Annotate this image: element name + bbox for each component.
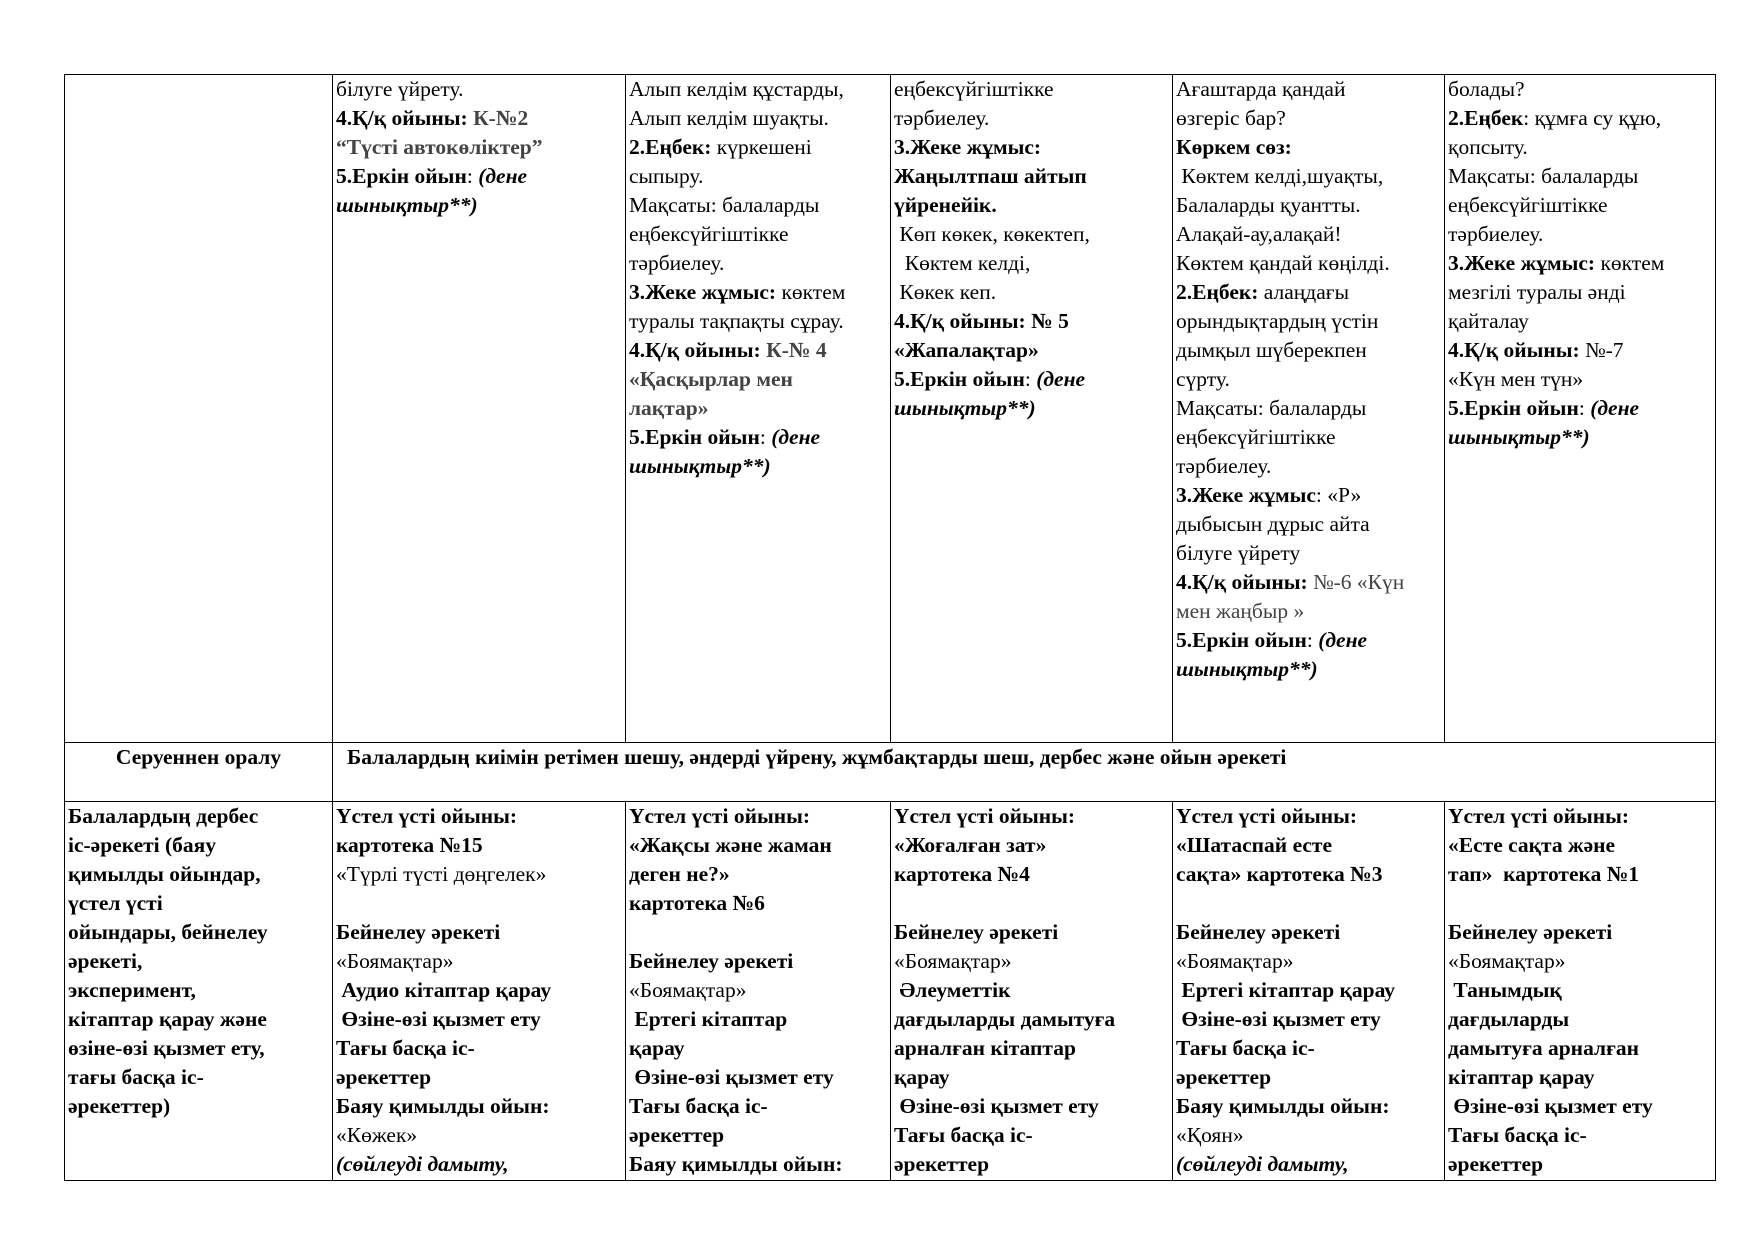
cell-line-bold: 5.Еркін ойын bbox=[894, 367, 1025, 391]
cell-line: : bbox=[759, 425, 772, 449]
cell-line-bold: дағдыларды дамытуға bbox=[894, 1007, 1116, 1031]
cell-line: «Көжек» bbox=[336, 1123, 418, 1147]
cell-line: өзгеріс бар? bbox=[1176, 106, 1286, 130]
cell-line: еңбексүйгіштікке bbox=[629, 222, 789, 246]
label-line: Балалардың дербес bbox=[68, 804, 259, 828]
cell-line-bold: “Түсті автокөліктер” bbox=[336, 135, 543, 159]
cell-line-bold: «Қасқырлар мен bbox=[629, 367, 793, 391]
cell-line-bold: әрекеттер bbox=[894, 1152, 990, 1176]
cell-line-italic: (дене bbox=[1318, 628, 1368, 652]
cell-line-bold: 4.Қ/қ ойыны: bbox=[1448, 338, 1586, 362]
cell-line-bold: картотека №6 bbox=[629, 891, 765, 915]
cell-line-bold: «Шатаспай есте bbox=[1176, 833, 1333, 857]
cell-line: Көктем келді, bbox=[894, 251, 1031, 275]
cell-line-bold: Баяу қимылды ойын: bbox=[1176, 1094, 1390, 1118]
cell-line-italic: (дене bbox=[771, 425, 821, 449]
cell-blank-line bbox=[1448, 889, 1712, 918]
cell-line: «Боямақтар» bbox=[894, 949, 1012, 973]
cell-line-bold: 5.Еркін ойын bbox=[629, 425, 760, 449]
cell-line-bold: Танымдық bbox=[1448, 978, 1562, 1002]
cell-line-italic: шынықтыр**) bbox=[1176, 657, 1318, 681]
cell-line-bold: 3.Жеке жұмыс bbox=[1176, 483, 1316, 507]
cell-line-bold: дамытуға арналған bbox=[1448, 1036, 1639, 1060]
cell-line: тәрбиелеу. bbox=[629, 251, 725, 275]
cell-line-italic: (сөйлеуді дамыту, bbox=[336, 1152, 509, 1176]
cell-line-bold: арналған кітаптар bbox=[894, 1036, 1076, 1060]
cell-line-bold: картотека №4 bbox=[894, 862, 1030, 886]
cell-line: : bbox=[1306, 628, 1319, 652]
cell-line: білуге үйрету bbox=[1176, 541, 1301, 565]
activity-cell-4 bbox=[1173, 802, 1445, 1181]
cell-line: болады? bbox=[1448, 77, 1525, 101]
cell-line-bold: 2.Еңбек bbox=[1448, 106, 1524, 130]
cell-line-bold: Үстел үсті ойыны: bbox=[1448, 804, 1630, 828]
cell-line-bold: қарау bbox=[629, 1036, 685, 1060]
cell-line: «Қоян» bbox=[1176, 1123, 1244, 1147]
cell-line: сүрту. bbox=[1176, 367, 1230, 391]
cell-line: еңбексүйгіштікке bbox=[1448, 193, 1608, 217]
cell-line-bold: К-№2 bbox=[473, 106, 529, 130]
cell-line-bold: 4.Қ/қ ойыны: bbox=[629, 338, 767, 362]
cell-line-bold: лақтар» bbox=[629, 396, 709, 420]
cell-line-bold: Өзіне-өзі қызмет ету bbox=[1448, 1094, 1653, 1118]
cell-line-bold: кітаптар қарау bbox=[1448, 1065, 1595, 1089]
cell-blank-line bbox=[629, 918, 887, 947]
cell-line: көктем bbox=[781, 280, 846, 304]
cell-line-bold: Бейнелеу әрекеті bbox=[894, 920, 1059, 944]
cell-line: алаңдағы bbox=[1263, 280, 1350, 304]
cell-line: қайталау bbox=[1448, 309, 1529, 333]
cell-line-bold: 5.Еркін ойын bbox=[1448, 396, 1579, 420]
day-cell-5 bbox=[1445, 75, 1716, 743]
cell-line: : bbox=[466, 164, 479, 188]
day-cell-1 bbox=[333, 75, 626, 743]
row-label-independent-activity bbox=[65, 802, 333, 1181]
cell-line-bold: 4.Қ/қ ойыны: bbox=[336, 106, 474, 130]
cell-line: Көктем қандай көңілді. bbox=[1176, 251, 1390, 275]
cell-line: «Боямақтар» bbox=[336, 949, 454, 973]
cell-line-bold: Тағы басқа іс- bbox=[894, 1123, 1033, 1147]
cell-line: Мақсаты: балаларды bbox=[1176, 396, 1367, 420]
cell-line-bold: 2.Еңбек: bbox=[1176, 280, 1264, 304]
cell-line: Балаларды қуантты. bbox=[1176, 193, 1361, 217]
label-line: іс-әрекеті (баяу bbox=[68, 833, 217, 857]
cell-line: №-7 bbox=[1585, 338, 1624, 362]
activity-cell-2 bbox=[626, 802, 891, 1181]
cell-line: туралы тақпақты сұрау. bbox=[629, 309, 844, 333]
cell-line-bold: Ертегі кітаптар қарау bbox=[1176, 978, 1396, 1002]
cell-line-bold: әрекеттер bbox=[1448, 1152, 1544, 1176]
cell-line-italic: (дене bbox=[1036, 367, 1086, 391]
day-cell-3 bbox=[891, 75, 1173, 743]
cell-line: : bbox=[1024, 367, 1037, 391]
cell-line-bold: сақта» картотека №3 bbox=[1176, 862, 1383, 886]
cell-line: күркешені bbox=[716, 135, 812, 159]
cell-line: орындықтардың үстін bbox=[1176, 309, 1379, 333]
cell-line: көктем bbox=[1600, 251, 1665, 275]
cell-line-bold: Тағы басқа іс- bbox=[1448, 1123, 1587, 1147]
cell-blank-line bbox=[1176, 889, 1441, 918]
weekly-plan-table bbox=[64, 74, 1716, 1181]
cell-line: тәрбиелеу. bbox=[1176, 454, 1272, 478]
cell-line-bold: әрекеттер bbox=[1176, 1065, 1272, 1089]
cell-line-bold: Өзіне-өзі қызмет ету bbox=[629, 1065, 834, 1089]
cell-line-bold: деген не?» bbox=[629, 862, 730, 886]
cell-line-bold: картотека №15 bbox=[336, 833, 483, 857]
cell-line-bold: Тағы басқа іс- bbox=[336, 1036, 475, 1060]
table-row-independent-activity bbox=[65, 802, 1716, 1181]
cell-line-bold: Баяу қимылды ойын: bbox=[336, 1094, 550, 1118]
label-line: үстел үсті bbox=[68, 891, 163, 915]
activity-cell-3 bbox=[891, 802, 1173, 1181]
cell-line-bold: Үстел үсті ойыны: bbox=[1176, 804, 1358, 828]
cell-line: мезгілі туралы әнді bbox=[1448, 280, 1626, 304]
cell-line-italic: шынықтыр**) bbox=[894, 396, 1036, 420]
cell-line-bold: 3.Жеке жұмыс: bbox=[1448, 251, 1601, 275]
cell-line: Алақай-ау,алақай! bbox=[1176, 222, 1342, 246]
cell-line-bold: дағдыларды bbox=[1448, 1007, 1570, 1031]
cell-line-bold: әрекеттер bbox=[336, 1065, 432, 1089]
cell-line: мен жаңбыр » bbox=[1176, 599, 1305, 623]
cell-line-bold: 5.Еркін ойын bbox=[336, 164, 467, 188]
cell-line: тәрбиелеу. bbox=[1448, 222, 1544, 246]
cell-line-bold: үйренейік. bbox=[894, 193, 997, 217]
cell-line: «Боямақтар» bbox=[1176, 949, 1294, 973]
cell-line: Мақсаты: балаларды bbox=[629, 193, 820, 217]
cell-line-bold: қарау bbox=[894, 1065, 950, 1089]
cell-line-bold: Аудио кітаптар қарау bbox=[336, 978, 552, 1002]
cell-line-bold: «Жақсы және жаман bbox=[629, 833, 832, 857]
cell-line-bold: Бейнелеу әрекеті bbox=[336, 920, 501, 944]
cell-line: еңбексүйгіштікке bbox=[894, 77, 1054, 101]
cell-line-bold: Өзіне-өзі қызмет ету bbox=[336, 1007, 541, 1031]
cell-line-bold: 3.Жеке жұмыс: bbox=[629, 280, 782, 304]
cell-line: «Боямақтар» bbox=[629, 978, 747, 1002]
cell-blank-line bbox=[336, 889, 622, 918]
cell-line-bold: 2.Еңбек: bbox=[629, 135, 717, 159]
label-line: өзіне-өзі қызмет ету, bbox=[68, 1036, 265, 1060]
day-cell-2 bbox=[626, 75, 891, 743]
label-line: кітаптар қарау және bbox=[68, 1007, 267, 1031]
cell-line-italic: (сөйлеуді дамыту, bbox=[1176, 1152, 1349, 1176]
activity-cell-1 bbox=[333, 802, 626, 1181]
cell-line: «Түрлі түсті дөңгелек» bbox=[336, 862, 547, 886]
cell-line-bold: 4.Қ/қ ойыны: bbox=[1176, 570, 1314, 594]
day-cell-4 bbox=[1173, 75, 1445, 743]
cell-line-bold: Жаңылтпаш айтып bbox=[894, 164, 1087, 188]
label-line: тағы басқа іс- bbox=[68, 1065, 204, 1089]
cell-line: тәрбиелеу. bbox=[894, 106, 990, 130]
activity-cell-5 bbox=[1445, 802, 1716, 1181]
row-label-cell bbox=[65, 75, 333, 743]
cell-line: Көкек кеп. bbox=[894, 280, 997, 304]
cell-line-bold: 5.Еркін ойын bbox=[1176, 628, 1307, 652]
cell-line-bold: Тағы басқа іс- bbox=[629, 1094, 768, 1118]
cell-line: қопсыту. bbox=[1448, 135, 1528, 159]
cell-blank-line bbox=[894, 889, 1169, 918]
label-line: эксперимент, bbox=[68, 978, 196, 1002]
cell-line-bold: К-№ 4 bbox=[766, 338, 827, 362]
cell-line-bold: тап» картотека №1 bbox=[1448, 862, 1640, 886]
cell-line-bold: «Жоғалған зат» bbox=[894, 833, 1047, 857]
row-return-description: Балалардың киімін ретімен шешу, әндерді үйрену, жұмбақтарды шеш, дербес және ойын әрекеті bbox=[333, 743, 1716, 802]
cell-line: «Күн мен түн» bbox=[1448, 367, 1584, 391]
cell-line-bold: Үстел үсті ойыны: bbox=[894, 804, 1076, 828]
cell-line-italic: шынықтыр**) bbox=[629, 454, 771, 478]
cell-line: : «Р» bbox=[1315, 483, 1362, 507]
label-line: әрекеті, bbox=[68, 949, 143, 973]
cell-line: Алып келдім шуақты. bbox=[629, 106, 829, 130]
cell-line-bold: «Жапалақтар» bbox=[894, 338, 1039, 362]
cell-line-italic: (дене bbox=[478, 164, 528, 188]
cell-line-bold: 3.Жеке жұмыс: bbox=[894, 135, 1042, 159]
cell-line: дыбысын дұрыс айта bbox=[1176, 512, 1370, 536]
cell-line-bold: Үстел үсті ойыны: bbox=[336, 804, 518, 828]
cell-line: №-6 «Күн bbox=[1313, 570, 1405, 594]
cell-line-bold: Бейнелеу әрекеті bbox=[1448, 920, 1613, 944]
row-label-return: Серуеннен оралу bbox=[65, 743, 333, 802]
label-line: қимылды ойындар, bbox=[68, 862, 261, 886]
cell-line-italic: шынықтыр**) bbox=[1448, 425, 1590, 449]
cell-line: сыпыру. bbox=[629, 164, 704, 188]
cell-line-bold: Әлеуметтік bbox=[894, 978, 1011, 1002]
table-row-walk-activities bbox=[65, 75, 1716, 743]
cell-line: дымқыл шүберекпен bbox=[1176, 338, 1367, 362]
cell-line: : bbox=[1578, 396, 1591, 420]
cell-line: Алып келдім құстарды, bbox=[629, 77, 844, 101]
label-line: әрекеттер) bbox=[68, 1094, 171, 1118]
cell-line-italic: (дене bbox=[1590, 396, 1640, 420]
cell-line-bold: Көркем сөз: bbox=[1176, 135, 1292, 159]
cell-line: білуге үйрету. bbox=[336, 77, 464, 101]
cell-line-bold: 4.Қ/қ ойыны: № 5 bbox=[894, 309, 1069, 333]
cell-line-bold: Баяу қимылды ойын: bbox=[629, 1152, 843, 1176]
label-line: ойындары, бейнелеу bbox=[68, 920, 268, 944]
cell-line: : құмға су құю, bbox=[1523, 106, 1662, 130]
cell-line-bold: Бейнелеу әрекеті bbox=[629, 949, 794, 973]
cell-line: «Боямақтар» bbox=[1448, 949, 1566, 973]
cell-line-bold: Бейнелеу әрекеті bbox=[1176, 920, 1341, 944]
cell-line-bold: Тағы басқа іс- bbox=[1176, 1036, 1315, 1060]
cell-line-bold: «Есте сақта және bbox=[1448, 833, 1616, 857]
cell-line-bold: Өзіне-өзі қызмет ету bbox=[1176, 1007, 1381, 1031]
cell-line: Көп көкек, көкектеп, bbox=[894, 222, 1090, 246]
cell-line-italic: шынықтыр**) bbox=[336, 193, 478, 217]
cell-line: Мақсаты: балаларды bbox=[1448, 164, 1639, 188]
cell-line-bold: әрекеттер bbox=[629, 1123, 725, 1147]
table-row-return-from-walk bbox=[65, 743, 1716, 802]
cell-line: Көктем келді,шуақты, bbox=[1176, 164, 1384, 188]
cell-line-bold: Өзіне-өзі қызмет ету bbox=[894, 1094, 1099, 1118]
cell-line: еңбексүйгіштікке bbox=[1176, 425, 1336, 449]
cell-line-bold: Ертегі кітаптар bbox=[629, 1007, 788, 1031]
cell-line: Ағаштарда қандай bbox=[1176, 77, 1346, 101]
cell-line-bold: Үстел үсті ойыны: bbox=[629, 804, 811, 828]
